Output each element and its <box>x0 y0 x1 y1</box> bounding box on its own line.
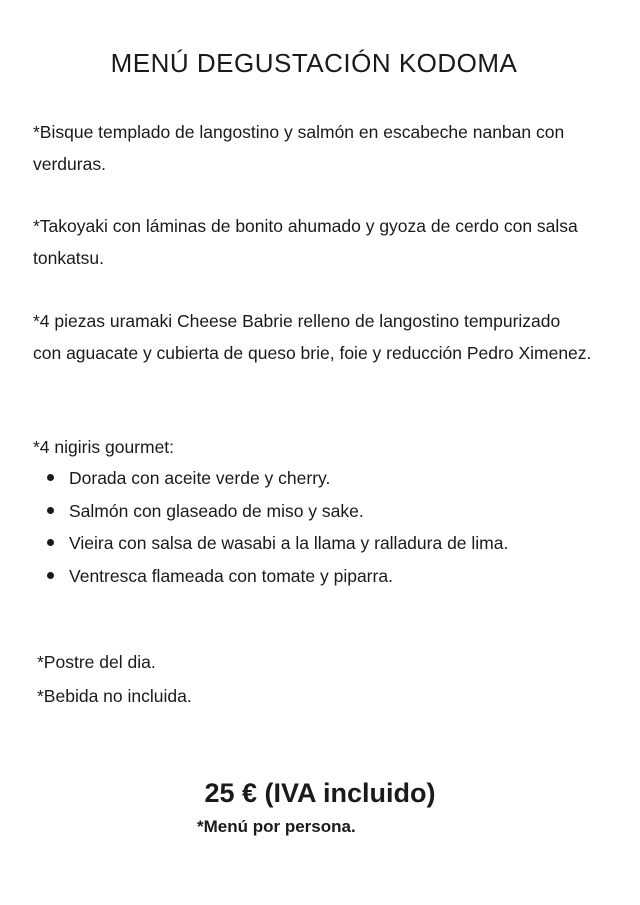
menu-title: MENÚ DEGUSTACIÓN KODOMA <box>110 48 518 78</box>
nigiri-item <box>33 495 613 528</box>
nigiri-item <box>33 462 613 495</box>
extra-dessert: *Postre del dia. <box>37 652 156 672</box>
nigiri-item <box>33 560 613 593</box>
bullet-icon <box>47 507 54 514</box>
menu-price: 25 € (IVA incluido) <box>204 778 436 808</box>
nigiri-item-text: Dorada con aceite verde y cherry. <box>69 468 331 488</box>
nigiri-list <box>33 462 613 592</box>
nigiri-item-text: Ventresca flameada con tomate y piparra. <box>69 565 393 586</box>
per-person-note: *Menú por persona. <box>197 817 356 836</box>
bullet-icon <box>47 474 54 481</box>
bullet-icon <box>47 572 54 579</box>
bullet-icon <box>47 539 54 546</box>
course-takoyaki: *Takoyaki con láminas de bonito ahumado y gyoza de cerdo con salsa tonkatsu. <box>33 216 578 268</box>
course-bisque: *Bisque templado de langostino y salmón en escabeche nanban con verduras. <box>33 122 565 174</box>
course-uramaki: *4 piezas uramaki Cheese Babrie relleno de langostino tempurizado con aguacate y cubierta de queso brie, foie y reducción Pedro Ximenez. <box>33 311 592 363</box>
nigiri-item <box>33 527 613 560</box>
extra-drink: *Bebida no incluida. <box>37 686 192 706</box>
nigiri-item-text: Salmón con glaseado de miso y sake. <box>69 500 364 521</box>
course-nigiris-heading: *4 nigiris gourmet: <box>33 437 175 457</box>
nigiri-item-text: Vieira con salsa de wasabi a la llama y ralladura de lima. <box>69 533 509 553</box>
